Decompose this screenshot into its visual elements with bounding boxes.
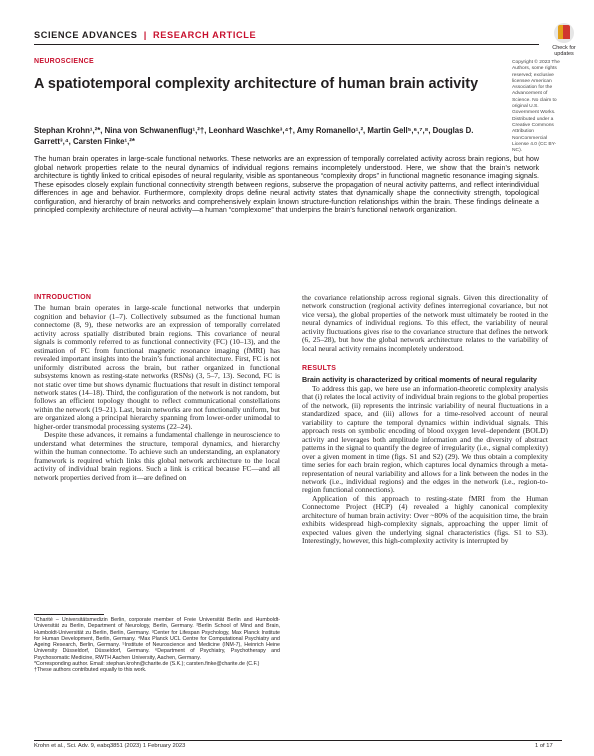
equal-contribution: †These authors contributed equally to this work. [34,667,147,674]
results-subheading: Brain activity is characterized by critical moments of neural regularity [302,375,537,384]
intro-heading: INTRODUCTION [34,294,92,301]
results-heading: RESULTS [302,365,337,373]
left-column [34,294,280,482]
intro-paragraph: Despite these advances, it remains a fundamental challenge in neuroscience to understand what determines the structure, temporal dynamics, and hierarchy within the human connectome. To achieve such an understanding, an explanatory framework is required which links this global network architecture to the local activity of individual brain regions. Such a link is critical because FC—and all network properties derived from it—are defined on [34,430,280,482]
footer-rule [34,740,562,741]
header-separator: | [143,30,147,40]
affiliations: ¹Charité – Universitätsmedizin Berlin, corporate member of Freie Universität Berlin and Humboldt-Universität zu Berlin, Department of Neurology, Berlin, Germany. ²Berlin School of Mind and Brain, Humboldt-Universität zu Berlin, Berlin, Germany. ³Center for Lifespan Psychology, Max Planck Institute for Human Development, Berlin, Germany. ⁴Max Planck UCL Centre for Computational Psychiatry and Ageing Research, Berlin, Germany. ⁵Institute of Neuroscience and Medicine (INM-7), Heinrich Heine University Düsseldorf, Düsseldorf, Germany. ⁶Department of Psychiatry, Psychotherapy and Psychosomatic Medicine, RWTH Aachen University, Aachen, Germany. [34,617,280,661]
results-paragraph: To address this gap, we here use an information-theoretic complexity analysis that (i) relates the local activity of individual brain regions to the global properties of the network, (ii) represents the intrinsic variability of neural fluctuations in a standardized space, and (iii) allows for a time-resolved account of neural variability to capture the temporal dynamics within individual signals. This approach rests on symbolic encoding of blood oxygen level–dependent (BOLD) activity and leverages both amplitude information and the diversity of abstract patterns in the signal to quantify the degree of irregularity (i.e., signal complexity) over a given moment in time (figs. S1 and S2) (29). We thus obtain a complexity time series for each brain region, which captures local dynamics through a meta-representation of neural variability and allows for a link between the nodes in the network (i.e., individual regions) and the edges in the network (i.e., region-to-region functional connections). [302,384,548,495]
journal-name: SCIENCE ADVANCES [34,30,138,40]
badge-label: Check for updates [552,45,576,57]
results-paragraph: Application of this approach to resting-state fMRI from the Human Connectome Project (HCP) (4) revealed a highly canonical complexity architecture of human brain activity: Over ~80% of the acquisition time, the brain exhibits widespread high-complexity signals, approaching the upper limit of expected values given the underlying signal characteristics (figs. S1 to S3). Interestingly, however, this high-complexity activity is interrupted by [302,493,548,546]
article-title: A spatiotemporal complexity architecture of human brain activity [34,76,479,92]
crossmark-icon [554,23,574,43]
intro-paragraph: the covariance relationship across regional signals. Given this directionality of network construction (regional activity defines interregional covariance, but not vice versa), the global properties of the network must ultimately be rooted in the neural dynamics of individual regions. To this effect, the variability of neural activity fluctuations gives rise to the covariance structure that defines the network (6, 25–28), but how the global network architecture relates to the variability of local neural activity remains incompletely understood. [302,293,548,353]
citation-footer: Krohn et al., Sci. Adv. 9, eabq3851 (2023) 1 February 2023 [34,743,186,749]
footnote-rule [34,614,104,615]
copyright-notice: Copyright © 2023 The Authors, some rights reserved; exclusive licensee American Association for the Advancement of Science. No claim to original U.S. Government Works. Distributed under a Creative Commons Attribution NonCommercial License 4.0 (CC BY-NC). [512,60,560,154]
abstract: The human brain operates in large-scale functional networks. These networks are an expression of temporally correlated activity across brain regions, but how global network properties relate to the neural dynamics of individual regions remains incompletely understood. Here, we show that the brain’s network architecture is tightly linked to critical episodes of neural regularity, visible as spontaneous “complexity drops” in functional magnetic resonance imaging signals. These episodes closely explain functional connectivity strength between regions, subserve the propagation of neural activity patterns, and reflect interindividual differences in age and behavior. Furthermore, complexity drops define neural activity states that dynamically shape the connectivity strength, topological configuration, and hierarchy of brain networks and comprehensively explain known structure-function relationships within the brain. These findings delineate a principled complexity architecture of neural activity—a human “complexome” that underpins the brain’s functional network organization. [34,155,539,215]
author-list: Stephan Krohn¹,²*, Nina von Schwanenflug¹,²†, Leonhard Waschke³,⁴†, Amy Romanello¹,², Martin Gell⁵,⁶,⁷,⁸, Douglas D. Garrett³,⁴, Carsten Finke¹,²* [34,126,474,146]
right-column [302,294,548,546]
corresponding-author: *Corresponding author. Email: stephan.krohn@charite.de (S.K.); carsten.finke@charite.de (C.F.) [34,661,260,668]
page-number: 1 of 17 [535,743,553,749]
check-for-updates-badge[interactable] [545,23,583,65]
journal-header [34,30,256,40]
subject-kicker: NEUROSCIENCE [34,58,94,65]
header-rule [34,44,539,45]
intro-paragraph: The human brain operates in large-scale functional networks that underpin cognition and behavior (1–7). Collectively subsumed as the functional human connectome (8, 9), these networks are an expression of temporally correlated activity across spatially distributed brain regions. This covariance of neural signals is commonly referred to as functional connectivity (FC) (10–13), and the estimation of FC from functional magnetic resonance imaging (fMRI) has revealed important insights into the brain’s functional architecture. First, FC is not uniformly distributed across the brain, but rather organized in functional subsystems known as resting-state networks (RSNs) (3, 5–7, 13). Second, FC is not static over time but shows dynamic fluctuations that result in distinct temporal network states (14–18). Third, the configuration of the network is not random, but follows an efficient topology thought to reflect communicational constellations within the network (19–21). Last, brain networks are not functionally uniform, but are organized along a principal hierarchy spanning from lower-order unimodal to higher-order transmodal processing systems (22–24). [34,303,280,431]
footnotes [34,617,280,674]
article-type: RESEARCH ARTICLE [153,30,257,40]
